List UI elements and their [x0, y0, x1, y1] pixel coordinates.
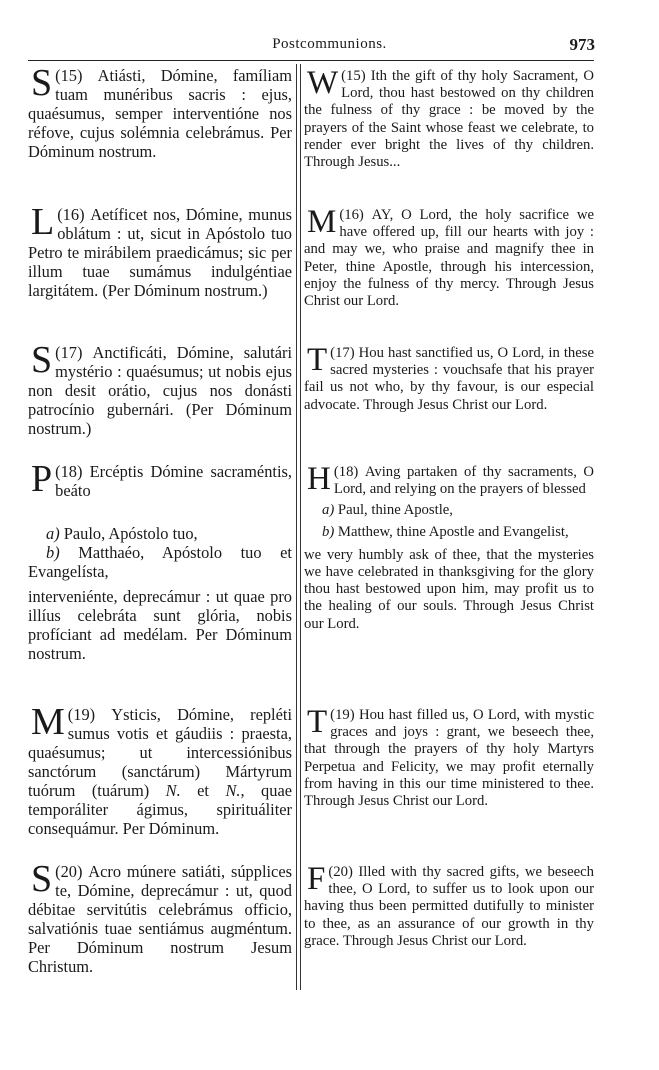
prayer-text: Aving partaken of thy sacraments, O Lord, and relying on the prayers of blessed [333, 464, 595, 498]
page-number: 973 [569, 35, 595, 54]
latin-postcommunion-17 [28, 339, 292, 438]
latin-postcommunion-15 [28, 62, 292, 161]
option-text: Paulo, Apóstolo tuo, [63, 524, 198, 543]
page-title: Postcommunions. [272, 36, 387, 52]
latin-postcommunion-18 [28, 458, 292, 663]
prayer-text: , quae temporáliter ágimus, spirituáliter consequámur. Per Dóminum. [28, 781, 292, 838]
english-postcommunion-15 [304, 65, 594, 171]
option-text: Paul, thine Apostle, [337, 502, 453, 519]
option-text: Matthew, thine Apostle and Evangelist, [337, 523, 569, 540]
column-divider-left [296, 64, 297, 990]
drop-capital: P [31, 458, 53, 500]
drop-capital: M [307, 204, 337, 240]
latin-postcommunion-20 [28, 858, 292, 976]
prayer-continuation: interveniénte, deprecámur : ut quae pro illíus celebráta sunt glória, nobis profíciant ad medélam. Per Dóminum nostrum. [28, 587, 292, 663]
prayer-text: Anctificáti, Dómine, salutári mystério : quaésumus; ut nobis ejus non desit orátio, cujus nos donásti patrocínio gubernári. (Per Dóminum nostrum.) [28, 343, 292, 438]
section-number: (17) [330, 345, 355, 361]
section-number: (16) [57, 205, 85, 224]
section-number: (18) [333, 464, 359, 480]
english-postcommunion-16 [304, 204, 594, 310]
drop-capital: T [307, 342, 328, 378]
drop-capital: M [31, 701, 65, 743]
prayer-text: et [180, 781, 226, 800]
column-divider-right [300, 64, 301, 990]
section-number: (19) [67, 705, 96, 724]
english-postcommunion-20 [304, 861, 594, 950]
option-text: Matthaéo, Apóstolo tuo et Evangelísta, [28, 543, 292, 581]
prayer-text: Atiásti, Dómine, famíliam tuam munéribus sacris : ejus, quaésumus, semper interventióne nos réfove, cujus solémnia celebrámus. Per Dóminum nostrum. [28, 66, 292, 161]
drop-capital: H [307, 461, 331, 497]
english-postcommunion-18 [304, 461, 595, 633]
drop-capital: L [31, 201, 55, 243]
section-number: (17) [55, 343, 83, 362]
option-b [28, 543, 292, 581]
section-number: (19) [330, 707, 355, 723]
option-label: b) [46, 543, 60, 562]
prayer-text: Hou hast filled us, O Lord, with mystic graces and joys : grant, we beseech thee, that through the prayers of thy holy Martyrs Perpetua and Felicity, we may profit eternally from having in this our time ministered to thee. Through Jesus Christ our Lord. [304, 707, 594, 810]
drop-capital: W [307, 65, 339, 101]
latin-postcommunion-19 [28, 701, 292, 838]
option-b [304, 524, 594, 541]
prayer-text: AY, O Lord, the holy sacrifice we have offered up, fill our hearts with joy : and may we, who praise and magnify thee in Peter, thine Apostle, through his intercession, enjoy the fulness of thy mercy. Through Jesus Christ our Lord. [304, 207, 594, 310]
section-number: (16) [339, 207, 364, 223]
english-postcommunion-17 [304, 342, 594, 414]
prayer-text: Ercéptis Dómine sacraméntis, beáto [55, 462, 292, 500]
option-a [28, 524, 292, 543]
section-number: (20) [328, 864, 353, 880]
option-label: a) [46, 524, 60, 543]
section-number: (18) [55, 462, 83, 481]
prayer-text: Ysticis, Dómine, repléti sumus votis et gáudiis : praesta, quaésumus; ut intercessiónibus sanctórum (sanctárum) Mártyrum tuórum (tuárum) [28, 705, 292, 800]
drop-capital: S [31, 62, 53, 104]
section-number: (20) [55, 862, 83, 881]
prayer-text: Acro múnere satiáti, súpplices te, Dómine, deprecámur : ut, quod débitae servitútis celebrámus officio, salvatiónis tuae sentiámus augméntum. Per Dóminum nostrum Jesum Christum. [28, 862, 292, 976]
latin-postcommunion-16 [28, 201, 292, 300]
prayer-continuation: we very humbly ask of thee, that the mysteries we have celebrated in thanksgiving for the glory thou hast bestowed upon him, may profit us to the healing of our souls. Through Jesus Christ our Lord. [304, 546, 594, 632]
prayer-text: Ith the gift of thy holy Sacrament, O Lord, thou hast bestowed on thy children the fulness of thy grace : be moved by the prayers of the Saint whose feast we celebrate, to render ever bright the lives of thy children. Through Jesus... [304, 68, 594, 171]
option-label: b) [322, 523, 335, 540]
name-placeholder: N. [225, 781, 241, 800]
prayer-text: Aetíficet nos, Dómine, munus oblátum : ut, sicut in Apóstolo tuo Petro te mirábilem praedicámus; sic per illum tuae sumámus indulgéntiae largitátem. (Per Dóminum nostrum.) [28, 205, 292, 300]
drop-capital: S [31, 858, 53, 900]
english-postcommunion-19 [304, 704, 594, 810]
drop-capital: T [307, 704, 328, 740]
drop-capital: F [307, 861, 326, 897]
header-rule [28, 60, 594, 61]
prayer-text: Hou hast sanctified us, O Lord, in these sacred mysteries : vouchsafe that his prayer fail us not who, by thy favour, is our especial advocate. Through Jesus Christ our Lord. [304, 345, 594, 413]
drop-capital: S [31, 339, 53, 381]
name-placeholder: N. [165, 781, 181, 800]
option-label: a) [322, 502, 335, 519]
option-a [304, 502, 594, 519]
prayer-text: Illed with thy sacred gifts, we beseech thee, O Lord, to suffer us to look upon our having thus been permitted dutifully to minister to thee, as an assurance of our growth in thy grace. Through Jesus Christ our Lord. [304, 864, 594, 949]
section-number: (15) [55, 66, 83, 85]
section-number: (15) [341, 68, 366, 84]
